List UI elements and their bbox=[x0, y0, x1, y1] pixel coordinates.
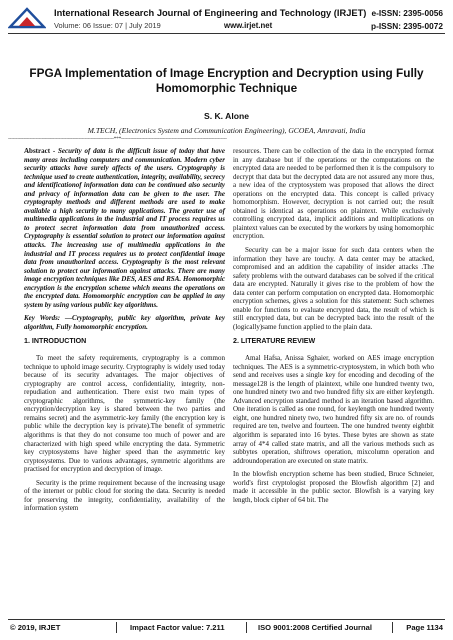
left-column bbox=[24, 147, 225, 518]
paragraph: resources. There can be collection of the data in the encrypted format in any database but if the operations or the computations on the encrypted data are needed to be performed then it is the compulsory to decrypt that data but the decrypted data are not assured any more thus, a new idea of the cryptosystem was proposed that allows the direct operations on the encrypted data. This concept is called privacy homomorphism. However, decryption is not carried out; the result obtained is identical as operations on plaintext. While exclusively controlling encrypted data, implicit additions and multiplications on plaintext values can be executed by the workers by using homomorphic encryption. bbox=[233, 147, 434, 241]
keywords bbox=[24, 314, 225, 331]
paper-title bbox=[20, 66, 433, 96]
footer-separator bbox=[392, 622, 393, 633]
abstract-text: Security of data is the difficult issue of today that have many areas including computers and communication. Modern cyber security attacks have surely affects of the users. Cryptography is technique used to create authentication, integrity, availability, secrecy and identificationof information data can be continued also security and privacy of information data can be given to the user. The cryptography methods and different methods are used to make available a high security to many applications. The greater use of multimedia applications in the industrial and IT process requires us to protect secret information data from unauthorized access. Cryptography is essential solution to protect our information against attacks. The increasing use of multimedia applications in the industrial and IT process requires us to protect confidential image data from unauthorized access. Cryptography is the most relevant solution to protect our information against attacks. There are many image encryption techniques like DES, AES and RSA. Homomorphic encryption is the encryption scheme which means the operations on the encrypted data. Homomorphic encryption can be applied in any system by using various public key algorithms. bbox=[24, 147, 225, 309]
paragraph: To meet the safety requirements, cryptography is a common technique to uphold image security. Cryptography is widely used today because of its security advantages. The major objectives of cryptography are control access, confidentiality, integrity, non-repudiation and authentication. There exist two main types of cryptographic algorithms, the symmetric-key family (the encryption/decryption key is shared between the two parties and remains secret) and the asymmetric-key family (the encryption key is public while the decryption key is private).The benefit of symmetric algorithms is that they do not consume too much of power and are characterized with high speed while encrypting the data. Symmetric key cryptosystems have higher speed than the asymmetric key cryptosystems. Due to various advantages, symmetric algorithms are practised for encryption and decryption of image. bbox=[24, 354, 225, 474]
page-footer bbox=[0, 620, 453, 640]
footer-copyright: © 2019, IRJET bbox=[10, 623, 61, 632]
right-column bbox=[233, 147, 434, 509]
footer-separator bbox=[246, 622, 247, 633]
section-separator: ---------------------------------------------------------------------***--------------------------------------------------------------------- bbox=[8, 136, 227, 142]
footer-separator bbox=[116, 622, 117, 633]
paper-title-line-2: Homomorphic Technique bbox=[155, 81, 298, 95]
page-header bbox=[0, 0, 453, 40]
keywords-label: Key Words: bbox=[24, 314, 61, 323]
e-issn: e-ISSN: 2395-0056 bbox=[371, 8, 443, 18]
paragraph: Security can be a major issue for such data centers when the information they have are touchy. A data center may be attacked, compromised and an addition the capability of insider attacks .The safety problems with the outward databases can be solved if the critical data are encrypted. Naturally it gives rise to the problem of how the data center can perform computation on encrypted data. Homomorphic encryption schemes, gives a solution for this statement: Such schemes enable for functions to evaluate encrypted data, the result of which is still encrypted data, but can be decrypted back into the result of the (logically)same function applied to the plain data. bbox=[233, 246, 434, 331]
volume-issue: Volume: 06 Issue: 07 | July 2019 bbox=[54, 21, 161, 30]
section-heading-literature-review: 2. LITERATURE REVIEW bbox=[233, 337, 316, 346]
paragraph: In the blowfish encryption scheme has been studied, Bruce Schneier, world's first cryptologist proposed the Blowfish algorithm [2] and made it accessible in the public sector. Blowfish is a varying key length, block cipher of 64 bit. The bbox=[233, 470, 434, 504]
footer-impact-factor: Impact Factor value: 7.211 bbox=[130, 623, 225, 632]
irjet-logo-icon bbox=[8, 7, 46, 29]
abstract bbox=[24, 147, 225, 309]
header-divider bbox=[8, 33, 445, 34]
p-issn: p-ISSN: 2395-0072 bbox=[371, 21, 443, 31]
journal-name: International Research Journal of Engineering and Technology (IRJET) bbox=[54, 8, 367, 18]
paragraph: Security is the prime requirement because of the increasing usage of the internet or public cloud for storing the data. Security is needed for preserving the integrity, confidentiality, availability of the information system bbox=[24, 478, 225, 513]
footer-page-number: Page 1134 bbox=[406, 623, 443, 632]
section-heading-introduction: 1. INTRODUCTION bbox=[24, 337, 87, 346]
author-affiliation: M.TECH, (Electronics System and Communication Engineering), GCOEA, Amravati, India bbox=[87, 126, 366, 135]
footer-iso: ISO 9001:2008 Certified Journal bbox=[258, 623, 372, 632]
journal-website-link[interactable]: www.irjet.net bbox=[224, 21, 273, 30]
keywords-text: —Cryptography, public key algorithm, private key algorithm, Fully homomorphic encryption. bbox=[24, 314, 225, 331]
paper-title-line-1: FPGA Implementation of Image Encryption and Decryption using Fully bbox=[29, 66, 424, 80]
paragraph: Amal Hafsa, Anissa Sghaier, worked on AES image encryption techniques. The AES is a symmetric-cryptosystem, in which both who send and receives uses a single key for encoding and decoding of the message128 is the length of plaintext, while one hundred twenty two, one hundred ninety two and two hundred fifty six are either keylength. Advanced encryption standard method is an iteration based algorithm. One iteration is called as one round, for keylength one hundred twenty eight, one hundred ninety two, two hundred fifty six are no. of rounds required are ten, twelve and fourteen. The one hundred twenty eightbit algorithm is separated into 16 bytes. These bytes are shown as state array of 4*4 called state matrix, and all the various methods such as subbytes operation, shiftrows operation, mixcolumn operation and addroundoperation are executed on state matrix. bbox=[233, 354, 434, 465]
abstract-label: Abstract - bbox=[24, 147, 58, 155]
author-name: S. K. Alone bbox=[203, 111, 250, 121]
